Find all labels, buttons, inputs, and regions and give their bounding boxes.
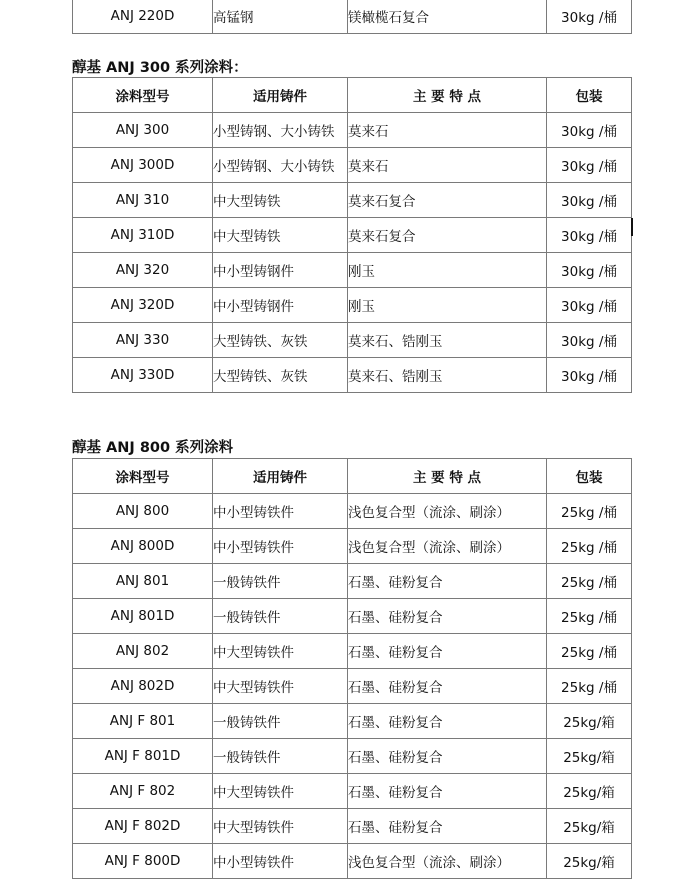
- model-cell: ANJ 320D: [73, 288, 213, 323]
- feature-cell: 石墨、硅粉复合: [348, 739, 547, 774]
- feature-cell: 石墨、硅粉复合: [348, 564, 547, 599]
- model-cell: ANJ F 800D: [73, 844, 213, 879]
- package-cell: 25kg/箱: [547, 844, 632, 879]
- feature-cell: 浅色复合型（流涂、刷涂）: [348, 494, 547, 529]
- model-cell: ANJ F 802: [73, 774, 213, 809]
- casting-cell: 中大型铸铁件: [213, 809, 348, 844]
- package-cell: 25kg/箱: [547, 704, 632, 739]
- package-cell: 25kg /桶: [547, 564, 632, 599]
- package-cell: 25kg /桶: [547, 529, 632, 564]
- feature-cell: 石墨、硅粉复合: [348, 809, 547, 844]
- table-row: [73, 288, 632, 323]
- casting-cell: 小型铸钢、大小铸铁: [213, 113, 348, 148]
- model-cell: ANJ 801D: [73, 599, 213, 634]
- model-cell: ANJ F 801: [73, 704, 213, 739]
- table-header-row: [73, 78, 632, 113]
- table-row: [73, 634, 632, 669]
- package-cell: 25kg/箱: [547, 809, 632, 844]
- package-cell: 30kg /桶: [547, 323, 632, 358]
- model-cell: ANJ 330: [73, 323, 213, 358]
- table-row: [73, 0, 632, 34]
- model-cell: ANJ 801: [73, 564, 213, 599]
- feature-cell: 莫来石: [348, 113, 547, 148]
- table-row: [73, 253, 632, 288]
- casting-cell: 中大型铸铁件: [213, 774, 348, 809]
- casting-cell: 中大型铸铁件: [213, 634, 348, 669]
- casting-cell: 一般铸铁件: [213, 564, 348, 599]
- model-cell: ANJ 220D: [73, 0, 213, 34]
- section-title-anj300: 醇基 ANJ 300 系列涂料：: [72, 60, 248, 76]
- table-header-row: [73, 459, 632, 494]
- table-row: [73, 148, 632, 183]
- casting-cell: 一般铸铁件: [213, 739, 348, 774]
- casting-cell: 一般铸铁件: [213, 599, 348, 634]
- table-row: [73, 494, 632, 529]
- feature-cell: 浅色复合型（流涂、刷涂）: [348, 529, 547, 564]
- model-cell: ANJ 800: [73, 494, 213, 529]
- previous-table-fragment: [72, 0, 632, 34]
- model-cell: ANJ 800D: [73, 529, 213, 564]
- table-row: [73, 809, 632, 844]
- feature-cell: 石墨、硅粉复合: [348, 669, 547, 704]
- package-cell: 30kg /桶: [547, 253, 632, 288]
- feature-cell: 刚玉: [348, 288, 547, 323]
- table-row: [73, 704, 632, 739]
- casting-cell: 中小型铸铁件: [213, 529, 348, 564]
- casting-cell: 中小型铸铁件: [213, 494, 348, 529]
- package-cell: 30kg /桶: [547, 183, 632, 218]
- table-row: [73, 113, 632, 148]
- anj800-series-table: [72, 458, 632, 879]
- model-cell: ANJ 310: [73, 183, 213, 218]
- table-row: [73, 774, 632, 809]
- feature-cell: 石墨、硅粉复合: [348, 599, 547, 634]
- package-cell: 30kg /桶: [547, 218, 632, 253]
- package-cell: 25kg /桶: [547, 494, 632, 529]
- package-cell: 25kg/箱: [547, 774, 632, 809]
- table-row: [73, 844, 632, 879]
- casting-cell: 大型铸铁、灰铁: [213, 358, 348, 393]
- casting-cell: 中小型铸铁件: [213, 844, 348, 879]
- model-cell: ANJ 300D: [73, 148, 213, 183]
- model-cell: ANJ 802D: [73, 669, 213, 704]
- casting-cell: 中大型铸铁: [213, 183, 348, 218]
- model-cell: ANJ 330D: [73, 358, 213, 393]
- anj300-series-table: [72, 77, 632, 393]
- feature-cell: 莫来石、锆刚玉: [348, 358, 547, 393]
- package-cell: 30kg /桶: [547, 358, 632, 393]
- package-cell: 25kg/箱: [547, 739, 632, 774]
- header-feature: 主 要 特 点: [348, 459, 547, 494]
- feature-cell: 莫来石、锆刚玉: [348, 323, 547, 358]
- table-row: [73, 183, 632, 218]
- table-row: [73, 564, 632, 599]
- header-feature: 主 要 特 点: [348, 78, 547, 113]
- package-cell: 25kg /桶: [547, 634, 632, 669]
- package-cell: 30kg /桶: [547, 288, 632, 323]
- casting-cell: 中小型铸钢件: [213, 288, 348, 323]
- casting-cell: 小型铸钢、大小铸铁: [213, 148, 348, 183]
- feature-cell: 石墨、硅粉复合: [348, 634, 547, 669]
- feature-cell: 莫来石: [348, 148, 547, 183]
- model-cell: ANJ F 802D: [73, 809, 213, 844]
- header-model: 涂料型号: [73, 78, 213, 113]
- header-model: 涂料型号: [73, 459, 213, 494]
- casting-cell: 一般铸铁件: [213, 704, 348, 739]
- table-row: [73, 358, 632, 393]
- table-row: [73, 323, 632, 358]
- package-cell: 30kg /桶: [547, 0, 632, 34]
- header-casting: 适用铸件: [213, 78, 348, 113]
- model-cell: ANJ 300: [73, 113, 213, 148]
- package-cell: 30kg /桶: [547, 148, 632, 183]
- package-cell: 25kg /桶: [547, 599, 632, 634]
- feature-cell: 莫来石复合: [348, 183, 547, 218]
- feature-cell: 浅色复合型（流涂、刷涂）: [348, 844, 547, 879]
- model-cell: ANJ 310D: [73, 218, 213, 253]
- table-row: [73, 599, 632, 634]
- casting-cell: 高锰钢: [213, 0, 348, 34]
- model-cell: ANJ 802: [73, 634, 213, 669]
- table-row: [73, 669, 632, 704]
- feature-cell: 莫来石复合: [348, 218, 547, 253]
- text-cursor: [631, 218, 633, 236]
- header-package: 包装: [547, 78, 632, 113]
- package-cell: 30kg /桶: [547, 113, 632, 148]
- table-row: [73, 529, 632, 564]
- model-cell: ANJ 320: [73, 253, 213, 288]
- package-cell: 25kg /桶: [547, 669, 632, 704]
- header-casting: 适用铸件: [213, 459, 348, 494]
- casting-cell: 中大型铸铁件: [213, 669, 348, 704]
- casting-cell: 中小型铸钢件: [213, 253, 348, 288]
- feature-cell: 石墨、硅粉复合: [348, 774, 547, 809]
- feature-cell: 镁橄榄石复合: [348, 0, 547, 34]
- table-row: [73, 739, 632, 774]
- header-package: 包装: [547, 459, 632, 494]
- casting-cell: 大型铸铁、灰铁: [213, 323, 348, 358]
- casting-cell: 中大型铸铁: [213, 218, 348, 253]
- feature-cell: 石墨、硅粉复合: [348, 704, 547, 739]
- table-row: [73, 218, 632, 253]
- model-cell: ANJ F 801D: [73, 739, 213, 774]
- feature-cell: 刚玉: [348, 253, 547, 288]
- section-title-anj800: 醇基 ANJ 800 系列涂料: [72, 440, 234, 456]
